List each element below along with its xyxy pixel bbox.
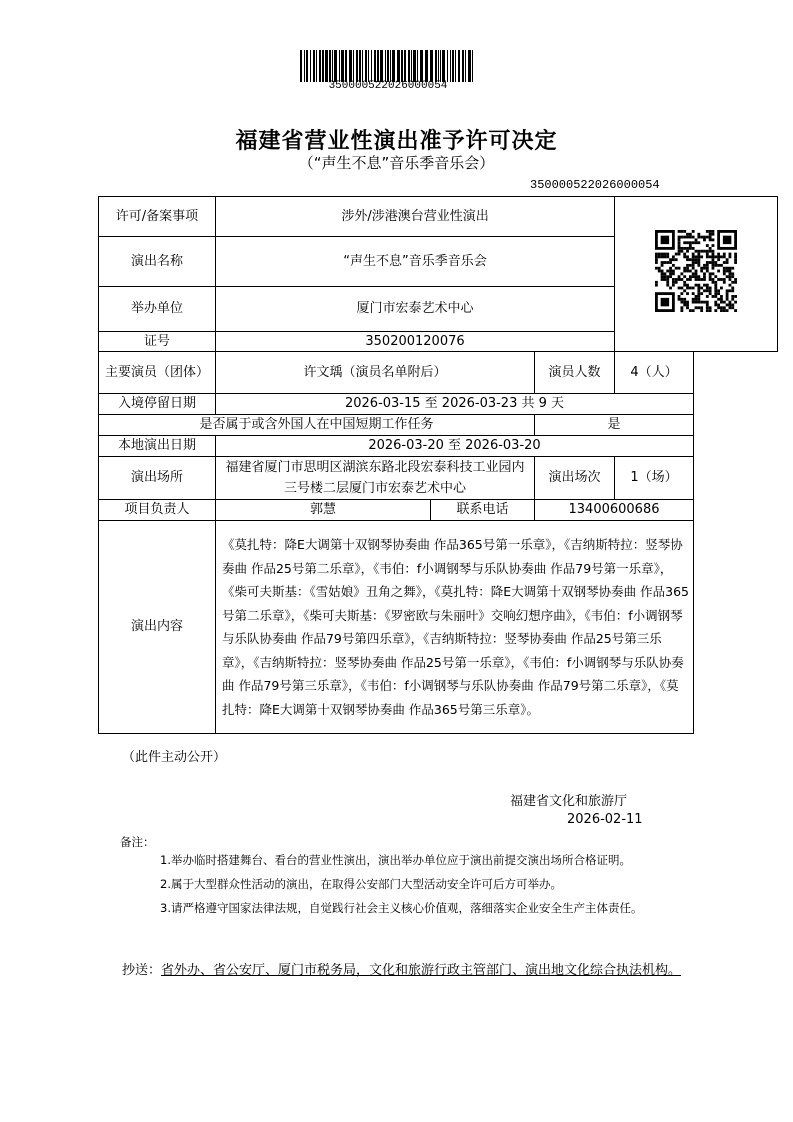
manager-label: 项目负责人: [99, 500, 216, 521]
foreign-work-label: 是否属于或含外国人在中国短期工作任务: [99, 415, 535, 436]
copy-to-label: 抄送：: [122, 963, 162, 978]
document-number: 350000522026000054: [530, 178, 660, 192]
document-title: 福建省营业性演出准予许可决定: [235, 129, 558, 154]
document-subtitle: （“声生不息”音乐季音乐会）: [298, 154, 495, 172]
qr-code: [655, 230, 737, 312]
local-date-label: 本地演出日期: [99, 436, 216, 457]
phone-label: 联系电话: [431, 500, 535, 521]
stay-label: 入境停留日期: [99, 394, 216, 415]
venue-value: 福建省厦门市思明区湖滨东路北段宏泰科技工业园内三号楼二层厦门市宏泰艺术中心: [216, 457, 535, 500]
performer-count-label: 演员人数: [535, 352, 615, 394]
show-name-value: “声生不息”音乐季音乐会: [216, 237, 615, 287]
phone-value: 13400600686: [535, 500, 694, 521]
sessions-label: 演出场次: [535, 457, 615, 500]
remarks-title: 备注：: [120, 835, 155, 849]
copy-to-value: 省外办、省公安厅、厦门市税务局，文化和旅游行政主管部门、演出地文化综合执法机构。: [161, 963, 682, 978]
copy-to: [122, 960, 692, 982]
foreign-work-value: 是: [535, 415, 694, 436]
permit-table: [98, 196, 778, 734]
remark-item: 2.属于大型群众性活动的演出，在取得公安部门大型活动安全许可后方可举办。: [160, 877, 562, 891]
organizer-value: 厦门市宏泰艺术中心: [216, 287, 615, 332]
issuer: 福建省文化和旅游厅: [510, 794, 628, 809]
manager-value: 郭慧: [216, 500, 431, 521]
local-date-value: 2026-03-20 至 2026-03-20: [216, 436, 694, 457]
content-value: 《莫扎特：降E大调第十双钢琴协奏曲 作品365号第一乐章》，《吉纳斯特拉：竖琴协奏曲 作品25号第二乐章》，《韦伯：f小调钢琴与乐队协奏曲 作品79号第一乐章》，《柴可夫斯基：《雪姑娘》丑角之舞》，《莫扎特：降E大调第十双钢琴协奏曲 作品365号第二乐章》，《柴可夫斯基：《罗密欧与朱丽叶》交响幻想序曲》，《韦伯：f小调钢琴与乐队协奏曲 作品79号第四乐章》，《吉纳斯特拉：竖琴协奏曲 作品25号第三乐章》，《吉纳斯特拉：竖琴协奏曲 作品25号第一乐章》，《韦伯：f小调钢琴与乐队协奏曲 作品79号第三乐章》，《韦伯：f小调钢琴与乐队协奏曲 作品79号第二乐章》，《莫扎特：降E大调第十双钢琴协奏曲 作品365号第三乐章》。: [216, 521, 694, 734]
stay-value: 2026-03-15 至 2026-03-23 共 9 天: [216, 394, 694, 415]
barcode-number: 350000522026000054: [328, 80, 448, 92]
public-note: （此件主动公开）: [122, 750, 227, 765]
venue-label: 演出场所: [99, 457, 216, 500]
content-label: 演出内容: [99, 521, 216, 734]
organizer-label: 举办单位: [99, 287, 216, 332]
performer-value: 许文瑀（演员名单附后）: [216, 352, 535, 394]
sessions-value: 1（场）: [615, 457, 694, 500]
qr-cell: [615, 197, 778, 352]
show-name-label: 演出名称: [99, 237, 216, 287]
remark-item: 1.举办临时搭建舞台、看台的营业性演出，演出举办单位应于演出前提交演出场所合格证明。: [160, 853, 631, 867]
performer-count-value: 4（人）: [615, 352, 694, 394]
permit-item-label: 许可/备案事项: [99, 197, 216, 237]
cert-label: 证号: [99, 332, 216, 352]
barcode: [298, 50, 478, 82]
performer-label: 主要演员（团体）: [99, 352, 216, 394]
issue-date: 2026-02-11: [567, 812, 643, 827]
remark-item: 3.请严格遵守国家法律法规，自觉践行社会主义核心价值观，落细落实企业安全生产主体责任。: [160, 901, 643, 915]
permit-item-value: 涉外/涉港澳台营业性演出: [216, 197, 615, 237]
cert-value: 350200120076: [216, 332, 615, 352]
